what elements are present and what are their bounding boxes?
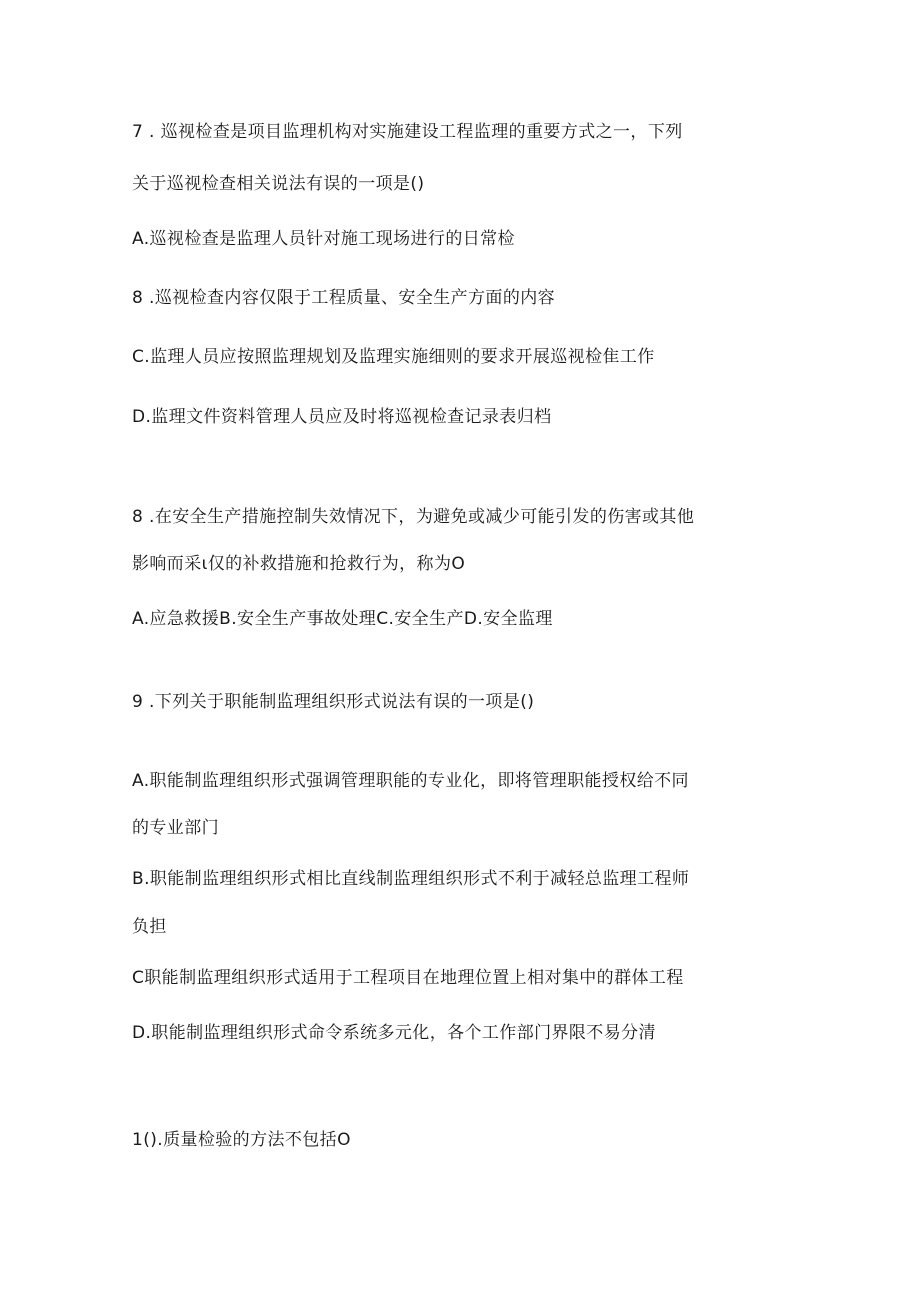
question-10-stem: 1().质量检验的方法不包括O: [132, 1130, 351, 1150]
question-9-option-d: D.职能制监理组织形式命令系统多元化，各个工作部门界限不易分清: [132, 1023, 656, 1043]
question-8-stem-line-1: 8 .在安全生产措施控制失效情况下，为避免或减少可能引发的伤害或其他: [132, 507, 695, 527]
question-7-stem-line-1: 7 . 巡视检查是项目监理机构对实施建设工程监理的重要方式之一，下列: [132, 122, 683, 142]
question-8-stem-line-2: 影响而采ι仅的补救措施和抢救行为，称为O: [132, 554, 466, 574]
question-7-option-d: D.监理文件资料管理人员应及时将巡视检查记录表归档: [132, 407, 552, 427]
question-9-stem: 9 .下列关于职能制监理组织形式说法有误的一项是(): [132, 692, 535, 712]
question-9-option-b-line-2: 负担: [132, 917, 167, 937]
question-9-option-b-line-1: B.职能制监理组织形式相比直线制监理组织形式不利于减轻总监理工程师: [132, 869, 690, 889]
question-7-option-c: C.监理人员应按照监理规划及监理实施细则的要求开展巡视检隹工作: [132, 347, 655, 367]
question-9-option-a-line-1: A.职能制监理组织形式强调管理职能的专业化，即将管理职能授权给不同: [132, 771, 689, 791]
question-9-option-a-line-2: 的专业部门: [132, 818, 219, 838]
question-7-stem-line-2: 关于巡视检查相关说法有误的一项是(): [132, 174, 425, 194]
question-9-option-c: C职能制监理组织形式适用于工程项目在地理位置上相对集中的群体工程: [132, 968, 684, 988]
question-7-option-b: 8 .巡视检查内容仅限于工程质量、安全生产方面的内容: [132, 288, 556, 308]
question-7-option-a: A.巡视检查是监理人员针对施工现场进行的日常检: [132, 229, 515, 249]
question-8-options: A.应急救援B.安全生产事故处理C.安全生产D.安全监理: [132, 609, 553, 629]
